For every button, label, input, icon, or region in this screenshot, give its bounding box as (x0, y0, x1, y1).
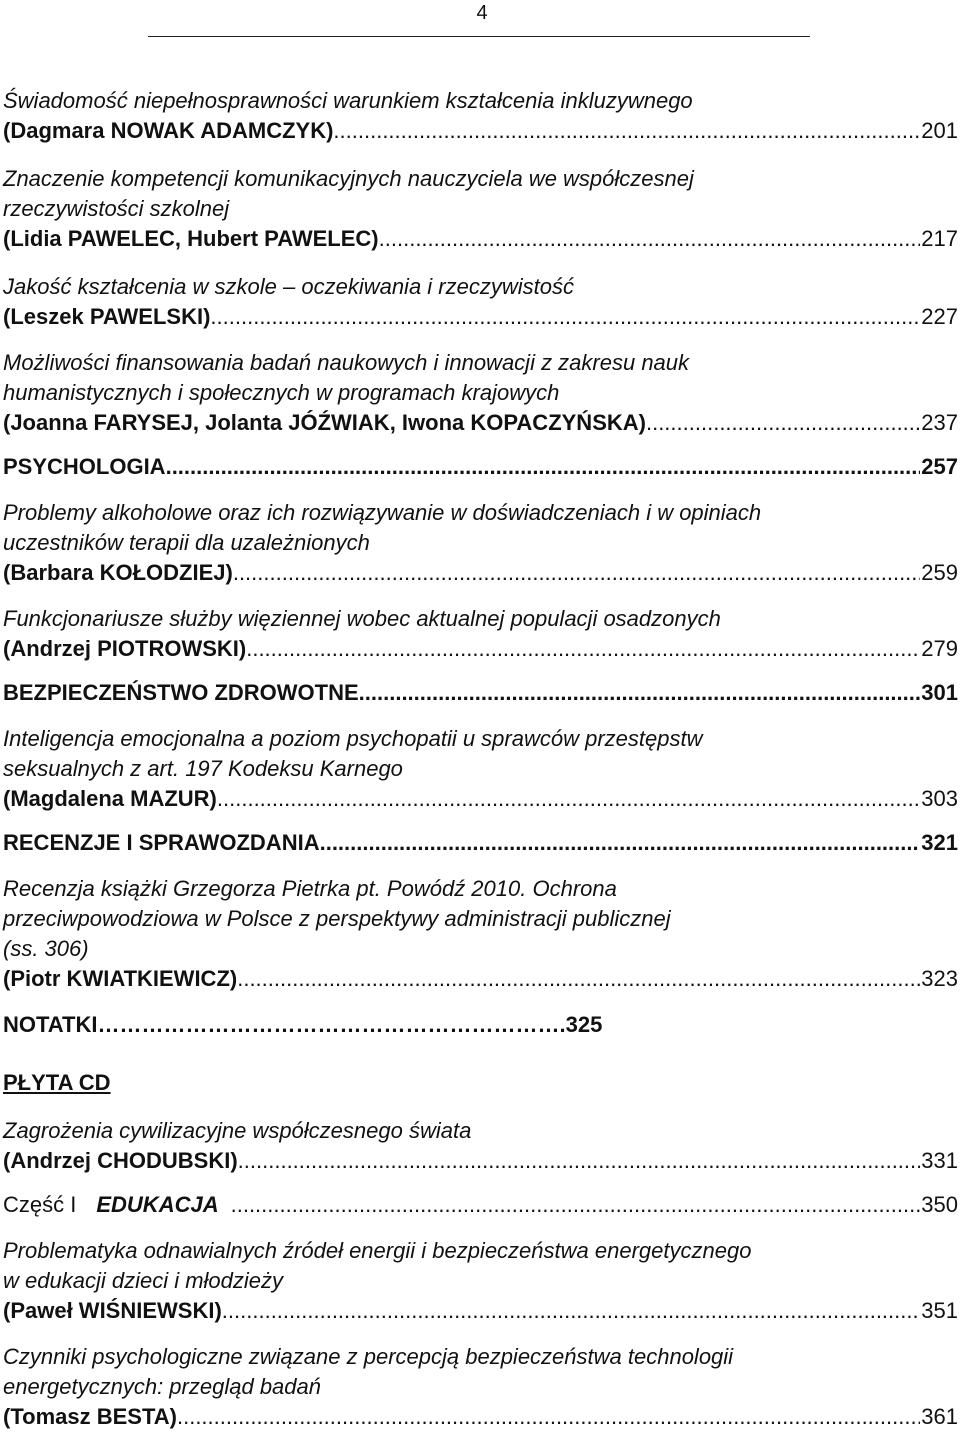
section-page: 321 (921, 830, 958, 855)
entry-page: 279 (921, 636, 958, 661)
entry-page: 303 (921, 786, 958, 811)
entry-author: (Magdalena MAZUR) (3, 786, 217, 811)
entry-author: (Lidia PAWELEC, Hubert PAWELEC) (3, 226, 379, 251)
entry-title: Inteligencja emocjonalna a poziom psychopatii u sprawców przestępstw (3, 726, 703, 751)
section-title: BEZPIECZEŃSTWO ZDROWOTNE (3, 680, 359, 705)
toc-entry[interactable] (3, 86, 958, 146)
entry-leader-line (3, 116, 958, 146)
entry-leader-line (3, 408, 958, 438)
header-rule (148, 36, 810, 37)
entry-title: Możliwości finansowania badań naukowych i innowacji z zakresu nauk (3, 350, 690, 375)
entry-title: Jakość kształcenia w szkole – oczekiwania i rzeczywistość (3, 274, 574, 299)
entry-title: energetycznych: przegląd badań (3, 1374, 321, 1399)
entry-title: Świadomość niepełnosprawności warunkiem kształcenia inkluzywnego (3, 88, 693, 113)
toc-entry[interactable] (3, 498, 958, 588)
part-page: 350 (921, 1192, 958, 1217)
entry-title: rzeczywistości szkolnej (3, 196, 230, 221)
entry-title: uczestników terapii dla uzależnionych (3, 530, 370, 555)
entry-title: Zagrożenia cywilizacyjne współczesnego świata (3, 1118, 472, 1143)
entry-title: Recenzja książki Grzegorza Pietrka pt. Powódź 2010. Ochrona (3, 876, 617, 901)
entry-author: (Andrzej PIOTROWSKI) (3, 636, 247, 661)
entry-title: Problematyka odnawialnych źródeł energii i bezpieczeństwa energetycznego (3, 1238, 752, 1263)
entry-leader-line (3, 558, 958, 588)
toc-entry[interactable] (3, 1236, 958, 1326)
entry-title: humanistycznych i społecznych w programach krajowych (3, 380, 560, 405)
entry-author: (Paweł WIŚNIEWSKI) (3, 1298, 222, 1323)
entry-author: (Piotr KWIATKIEWICZ) (3, 966, 238, 991)
toc-section-bezpieczenstwo[interactable] (3, 678, 958, 708)
toc-entry[interactable] (3, 604, 958, 664)
toc-cd-heading: PŁYTA CD (3, 1070, 111, 1095)
toc-entry[interactable] (3, 164, 958, 254)
toc-entry[interactable] (3, 874, 958, 994)
entry-title: Znaczenie kompetencji komunikacyjnych nauczyciela we współczesnej (3, 166, 694, 191)
entry-title: w edukacji dzieci i młodzieży (3, 1268, 283, 1293)
table-of-contents (3, 86, 958, 1432)
entry-author: (Barbara KOŁODZIEJ) (3, 560, 233, 585)
toc-entry[interactable] (3, 348, 958, 438)
entry-leader-line (3, 302, 958, 332)
entry-author: (Tomasz BESTA) (3, 1404, 177, 1429)
entry-author: (Andrzej CHODUBSKI) (3, 1148, 238, 1173)
entry-page: 331 (921, 1148, 958, 1173)
section-page: 301 (921, 680, 958, 705)
toc-entry[interactable] (3, 1116, 958, 1176)
entry-page: 227 (921, 304, 958, 329)
toc-part-1[interactable] (3, 1190, 958, 1220)
section-title: PSYCHOLOGIA (3, 454, 166, 479)
entry-page: 217 (921, 226, 958, 251)
toc-section-psychologia[interactable] (3, 452, 958, 482)
entry-page: 351 (921, 1298, 958, 1323)
entry-author: (Leszek PAWELSKI) (3, 304, 211, 329)
entry-page: 361 (921, 1404, 958, 1429)
toc-entry[interactable] (3, 272, 958, 332)
section-page: 257 (921, 454, 958, 479)
toc-entry[interactable] (3, 1342, 958, 1432)
part-title: EDUKACJA (96, 1192, 219, 1217)
entry-page: 323 (921, 966, 958, 991)
entry-leader-line (3, 1296, 958, 1326)
entry-leader-line (3, 1402, 958, 1432)
entry-title: przeciwpowodziowa w Polsce z perspektywy administracji publicznej (3, 906, 671, 931)
entry-leader-line (3, 964, 958, 994)
entry-title: seksualnych z art. 197 Kodeksu Karnego (3, 756, 403, 781)
entry-title: Problemy alkoholowe oraz ich rozwiązywanie w doświadczeniach i w opiniach (3, 500, 762, 525)
entry-title: Funkcjonariusze służby więziennej wobec aktualnej populacji osadzonych (3, 606, 721, 631)
page-number: 4 (476, 2, 488, 24)
entry-leader-line (3, 1146, 958, 1176)
entry-page: 259 (921, 560, 958, 585)
toc-section-recenzje[interactable] (3, 828, 958, 858)
entry-author: (Dagmara NOWAK ADAMCZYK) (3, 118, 334, 143)
entry-author: (Joanna FARYSEJ, Jolanta JÓŹWIAK, Iwona KOPACZYŃSKA) (3, 410, 646, 435)
entry-title: Czynniki psychologiczne związane z percepcją bezpieczeństwa technologii (3, 1344, 734, 1369)
entry-title: (ss. 306) (3, 936, 89, 961)
part-prefix: Część I (3, 1192, 77, 1217)
entry-page: 237 (921, 410, 958, 435)
section-title: RECENZJE I SPRAWOZDANIA (3, 830, 320, 855)
entry-leader-line (3, 784, 958, 814)
toc-notes[interactable]: NOTATKI……………………………………………………….325 (3, 1012, 603, 1037)
entry-leader-line (3, 634, 958, 664)
toc-entry[interactable] (3, 724, 958, 814)
entry-page: 201 (921, 118, 958, 143)
entry-leader-line (3, 224, 958, 254)
